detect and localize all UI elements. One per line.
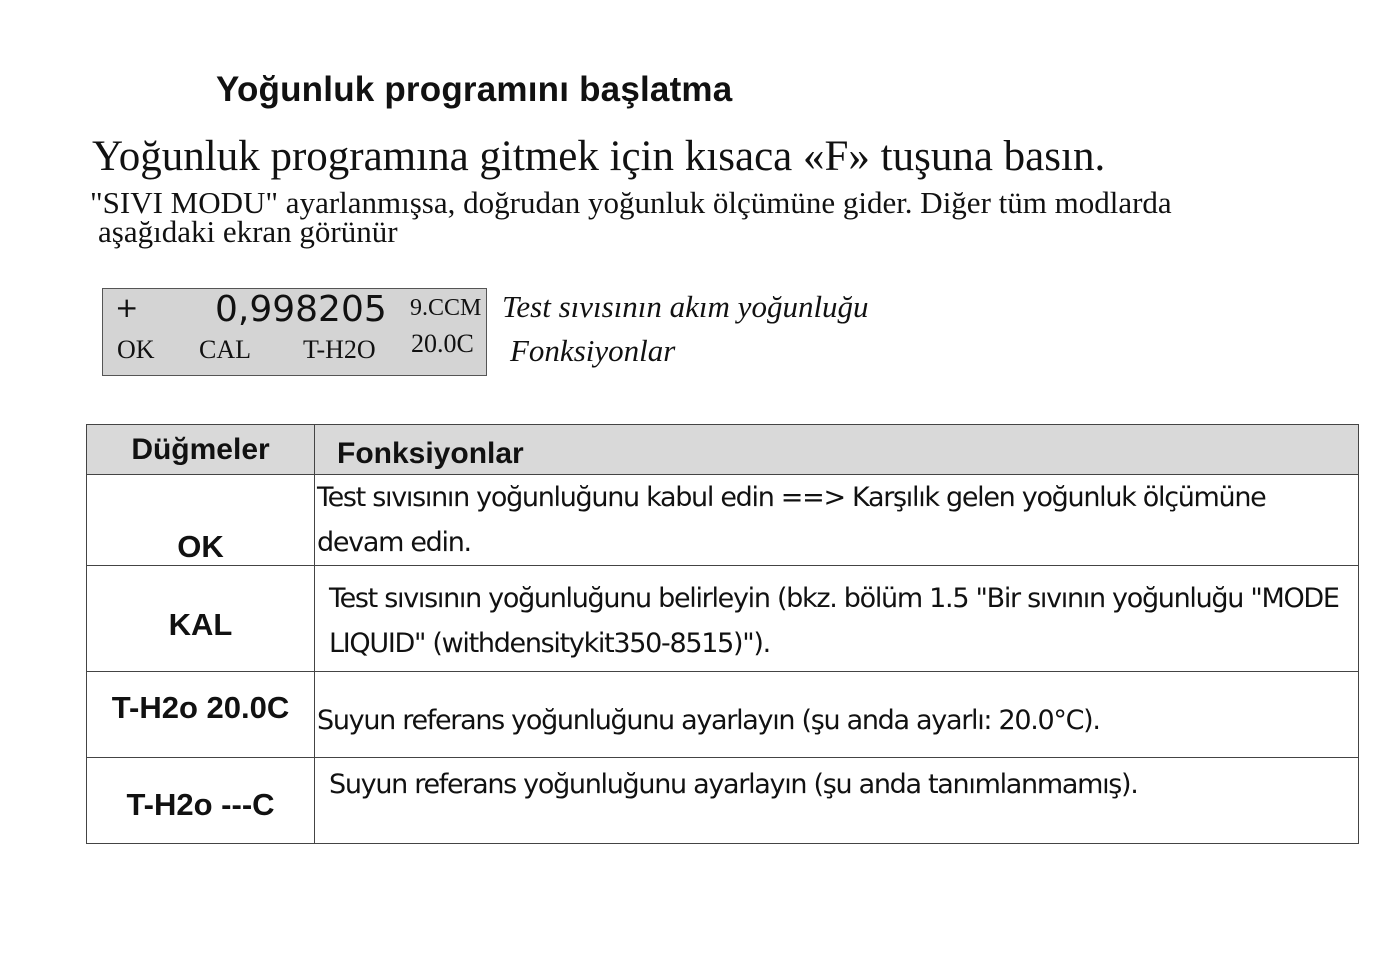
table-row xyxy=(87,758,1359,844)
row-function: Test sıvısının yoğunluğunu belirleyin (bkz. bölüm 1.5 "Bir sıvının yoğunluğu "MODE LIQUID" (withdensitykit350-8515)"). xyxy=(315,566,1359,672)
header-functions: Fonksiyonlar xyxy=(315,425,1359,475)
lcd-display xyxy=(102,288,487,376)
section-heading: Yoğunluk programını başlatma xyxy=(216,70,733,109)
table-header-row xyxy=(87,425,1359,475)
display-temperature: 20.0C xyxy=(411,329,474,358)
row-key-th2o-set: T-H2o 20.0C xyxy=(87,672,315,758)
caption-functions: Fonksiyonlar xyxy=(510,333,676,368)
display-unit: 9.CCM xyxy=(410,295,482,321)
buttons-functions-table xyxy=(86,424,1359,844)
mode-note-line-2: aşağıdaki ekran görünür xyxy=(98,214,398,249)
table-row xyxy=(87,475,1359,566)
mode-note-line-1: "SIVI MODU" ayarlanmışsa, doğrudan yoğunluk ölçümüne gider. Diğer tüm modlarda xyxy=(90,185,1172,220)
table-row xyxy=(87,672,1359,758)
table-row xyxy=(87,566,1359,672)
display-cal-softkey: CAL xyxy=(199,335,251,364)
row-key-ok: OK xyxy=(87,475,315,566)
row-key-kal: KAL xyxy=(87,566,315,672)
row-function: Test sıvısının yoğunluğunu kabul edin ==> Karşılık gelen yoğunluk ölçümüne devam edin. xyxy=(315,475,1359,566)
intro-text: Yoğunluk programına gitmek için kısaca «F» tuşuna basın. xyxy=(92,133,1106,180)
row-function: Suyun referans yoğunluğunu ayarlayın (şu anda ayarlı: 20.0°C). xyxy=(315,672,1359,758)
caption-current-density: Test sıvısının akım yoğunluğu xyxy=(502,289,869,324)
row-function: Suyun referans yoğunluğunu ayarlayın (şu anda tanımlanmamış). xyxy=(315,758,1359,844)
mode-note xyxy=(90,185,1330,249)
row-key-th2o-undefined: T-H2o ---C xyxy=(87,758,315,844)
display-density-value: 0,998205 xyxy=(215,289,387,330)
header-buttons: Düğmeler xyxy=(87,425,315,475)
display-th2o-softkey: T-H2O xyxy=(303,335,376,364)
display-ok-softkey: OK xyxy=(117,335,155,364)
display-sign: + xyxy=(115,291,139,324)
